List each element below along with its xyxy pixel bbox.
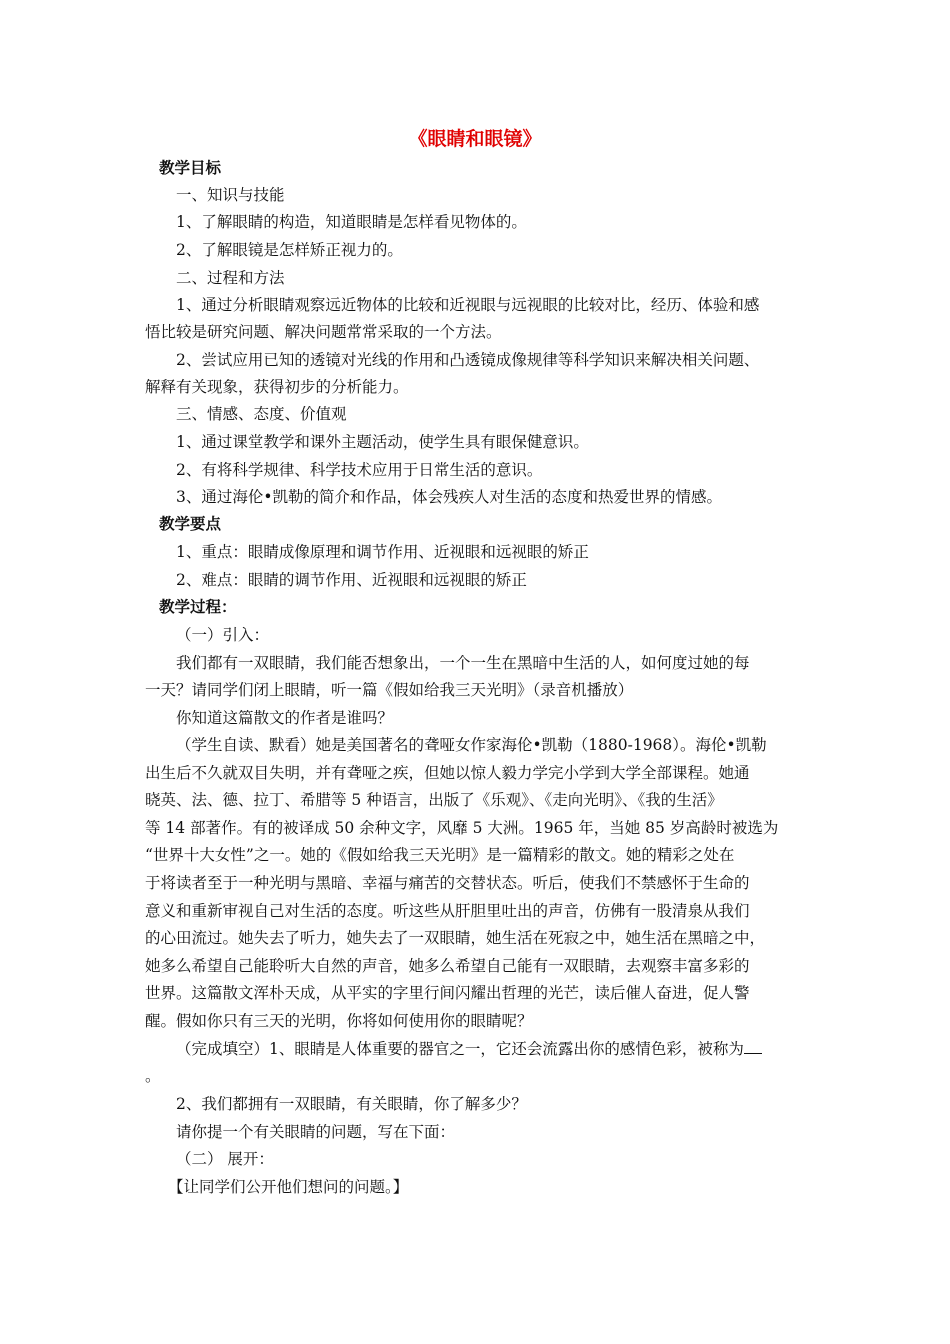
- paragraph-line: 请你提一个有关眼睛的问题，写在下面：: [176, 1123, 456, 1141]
- paragraph-line: 一天？请同学们闭上眼睛，听一篇《假如给我三天光明》（录音机播放）: [145, 681, 634, 699]
- key-point-item: 1、重点：眼睛成像原理和调节作用、近视眼和远视眼的矫正: [176, 543, 589, 561]
- subheading-knowledge: 一、知识与技能: [176, 186, 285, 204]
- paragraph-line: 意义和重新审视自己对生活的态度。听这些从肝胆里吐出的声音，仿佛有一股清泉从我们: [145, 902, 750, 920]
- goal-item: 2、尝试应用已知的透镜对光线的作用和凸透镜成像规律等科学知识来解决相关问题、: [176, 351, 760, 369]
- heading-key-points: 教学要点: [159, 515, 222, 533]
- paragraph-line: 世界。这篇散文浑朴天成，从平实的字里行间闪耀出哲理的光芒，读后催人奋进，促人警: [145, 984, 750, 1002]
- subheading-values: 三、情感、态度、价值观: [176, 405, 347, 423]
- paragraph-line: 醒。假如你只有三天的光明，你将如何使用你的眼睛呢？: [145, 1012, 533, 1030]
- goal-item: 1、通过分析眼睛观察远近物体的比较和近视眼与远视眼的比较对比，经历、体验和感: [176, 296, 760, 314]
- goal-item: 1、了解眼睛的构造，知道眼睛是怎样看见物体的。: [176, 213, 527, 231]
- paragraph-line: 你知道这篇散文的作者是谁吗？: [176, 709, 394, 727]
- subheading-process: 二、过程和方法: [176, 269, 285, 287]
- document-title: 《眼睛和眼镜》: [408, 128, 542, 150]
- fill-in-end: 。: [145, 1067, 161, 1085]
- goal-item: 3、通过海伦•凯勒的简介和作品，体会残疾人对生活的态度和热爱世界的情感。: [176, 488, 723, 506]
- paragraph-line: 等 14 部著作。有的被译成 50 余种文字，风靡 5 大洲。1965 年，当她 85 岁高龄时被选为: [145, 819, 779, 837]
- paragraph-line: 的心田流过。她失去了听力，她失去了一双眼睛，她生活在死寂之中，她生活在黑暗之中，: [145, 929, 766, 947]
- paragraph-line: 我们都有一双眼睛，我们能否想象出，一个一生在黑暗中生活的人，如何度过她的每: [176, 654, 750, 672]
- bracket-note: 【让同学们公开他们想问的问题。】: [168, 1178, 409, 1196]
- paragraph-line: 出生后不久就双目失明，并有聋哑之疾，但她以惊人毅力学完小学到大学全部课程。她通: [145, 764, 750, 782]
- goal-item-cont: 解释有关现象，获得初步的分析能力。: [145, 378, 409, 396]
- paragraph-line: 她多么希望自己能聆听大自然的声音，她多么希望自己能有一双眼睛，去观察丰富多彩的: [145, 957, 750, 975]
- paragraph-line: 晓英、法、德、拉丁、希腊等 5 种语言，出版了《乐观》、《走向光明》、《我的生活》: [145, 791, 723, 809]
- paragraph-line: （学生自读、默看）她是美国著名的聋哑女作家海伦•凯勒（1880-1968）。海伦•凯勒: [176, 736, 767, 754]
- key-point-item: 2、难点：眼睛的调节作用、近视眼和远视眼的矫正: [176, 571, 527, 589]
- paragraph-line: 2、我们都拥有一双眼睛，有关眼睛，你了解多少？: [176, 1095, 527, 1113]
- goal-item: 2、了解眼镜是怎样矫正视力的。: [176, 241, 403, 259]
- paragraph-line: “世界十大女性”之一。她的《假如给我三天光明》是一篇精彩的散文。她的精彩之处在: [145, 846, 735, 864]
- goal-item-cont: 悟比较是研究问题、解决问题常常采取的一个方法。: [145, 323, 502, 341]
- fill-in-question: [176, 1039, 762, 1059]
- goal-item: 2、有将科学规律、科学技术应用于日常生活的意识。: [176, 461, 543, 479]
- section-expand: （二） 展开：: [176, 1150, 274, 1168]
- goal-item: 1、通过课堂教学和课外主题活动，使学生具有眼保健意识。: [176, 433, 589, 451]
- paragraph-line: 于将读者至于一种光明与黑暗、幸福与痛苦的交替状态。听后，使我们不禁感怀于生命的: [145, 874, 750, 892]
- section-intro: （一）引入：: [176, 626, 270, 644]
- fill-in-blank: [744, 1039, 762, 1054]
- fill-in-text: （完成填空）1、眼睛是人体重要的器官之一，它还会流露出你的感情色彩，被称为: [176, 1040, 744, 1058]
- heading-teaching-goals: 教学目标: [159, 159, 222, 177]
- heading-teaching-process: 教学过程：: [159, 598, 237, 616]
